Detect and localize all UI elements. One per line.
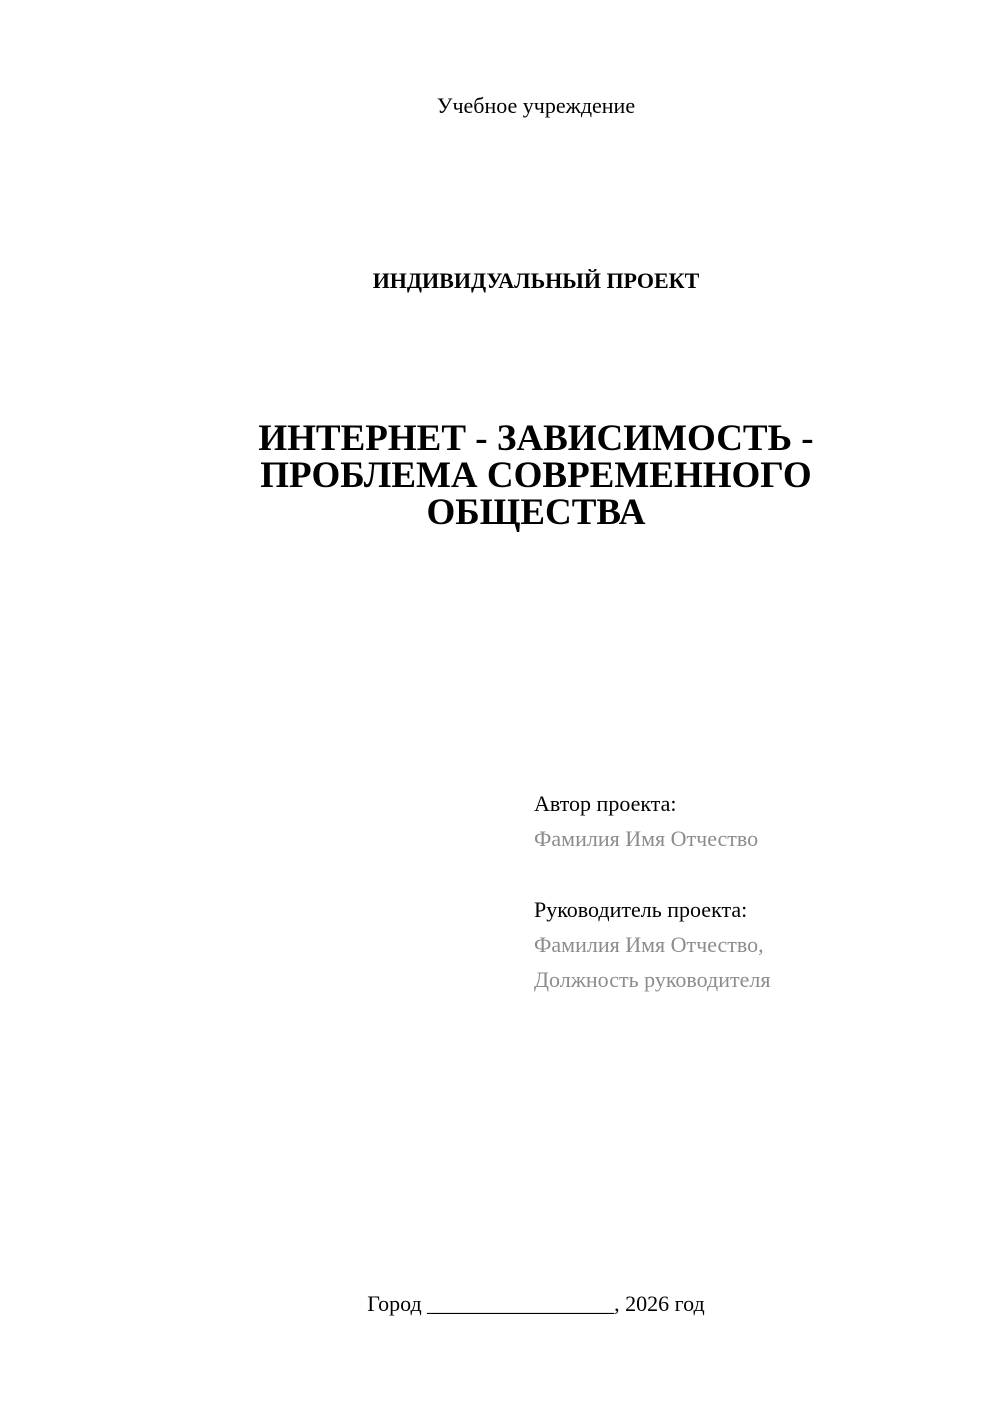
city-year-footer: Город _________________, 2026 год [367, 1291, 705, 1316]
supervisor-label: Руководитель проекта: [534, 897, 748, 922]
author-block [534, 786, 954, 856]
author-label: Автор проекта: [534, 791, 677, 816]
project-title [236, 420, 836, 531]
project-title-line-3: ОБЩЕСТВА [426, 492, 646, 533]
project-title-line-1: ИНТЕРНЕТ - ЗАВИСИМОСТЬ - [258, 418, 814, 459]
supervisor-name-placeholder: Фамилия Имя Отчество, [534, 932, 764, 957]
institution-name: Учебное учреждение [436, 93, 636, 118]
supervisor-block [534, 892, 954, 997]
supervisor-position-placeholder: Должность руководителя [534, 967, 771, 992]
author-name-placeholder: Фамилия Имя Отчество [534, 826, 759, 851]
document-type-heading: ИНДИВИДУАЛЬНЫЙ ПРОЕКТ [372, 268, 700, 293]
project-title-line-2: ПРОБЛЕМА СОВРЕМЕННОГО [260, 455, 812, 496]
